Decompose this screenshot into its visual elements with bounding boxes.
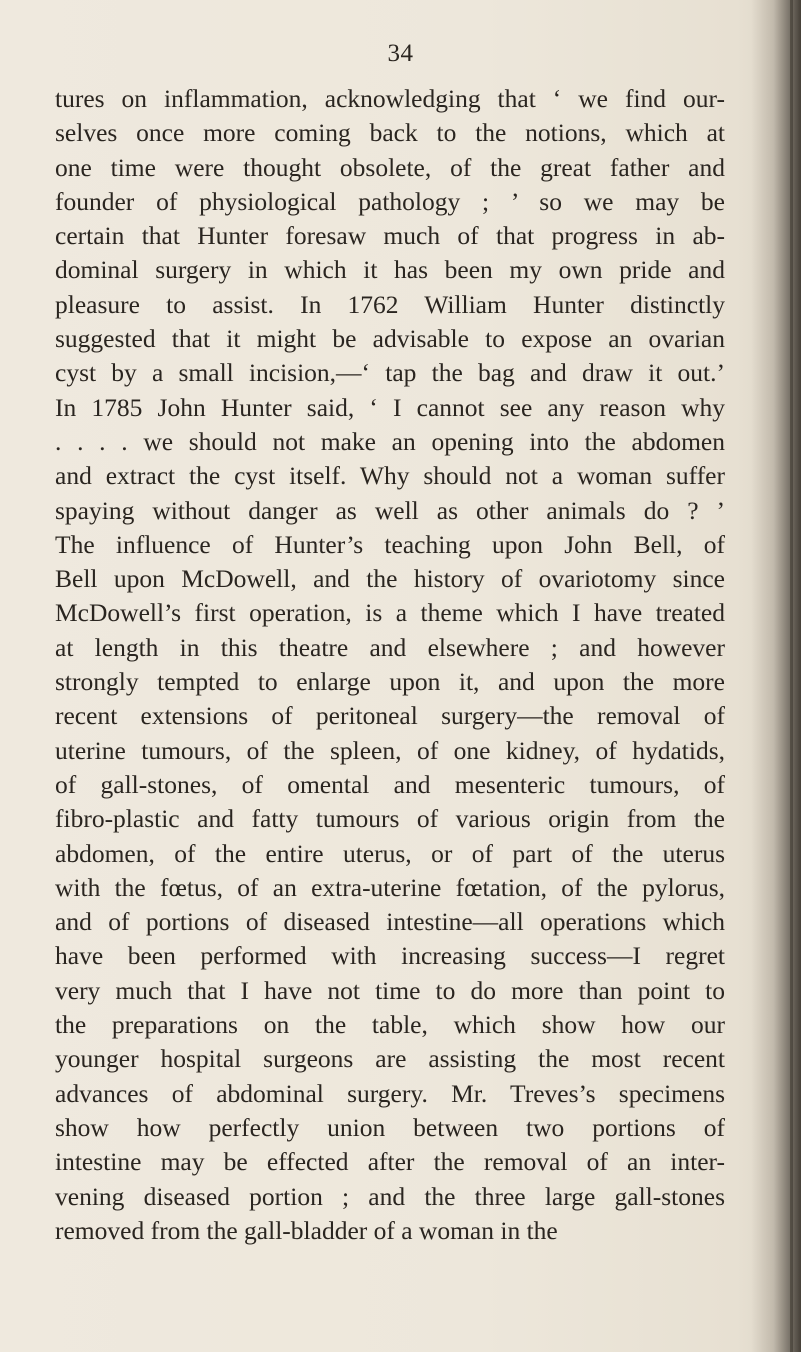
text-line: dominal surgery in which it has been my own pride and xyxy=(55,255,725,285)
text-line: certain that Hunter foresaw much of that progress in ab- xyxy=(55,221,725,251)
text-line: vening diseased portion ; and the three large gall-stones xyxy=(55,1181,725,1211)
text-line: The influence of Hunter’s teaching upon John Bell, of xyxy=(55,529,725,559)
text-line: abdomen, of the entire uterus, or of part of the uterus xyxy=(55,838,725,868)
text-line: pleasure to assist. In 1762 William Hunter distinctly xyxy=(55,289,725,319)
text-line: intestine may be effected after the removal of an inter- xyxy=(55,1147,725,1177)
text-line: and extract the cyst itself. Why should not a woman suffer xyxy=(55,461,725,491)
text-line: show how perfectly union between two portions of xyxy=(55,1112,725,1142)
body-text xyxy=(55,82,725,1248)
text-line: selves once more coming back to the notions, which at xyxy=(55,118,725,148)
text-line: the preparations on the table, which show how our xyxy=(55,1010,725,1040)
text-line: spaying without danger as well as other animals do ? ’ xyxy=(55,495,725,525)
text-line: very much that I have not time to do more than point to xyxy=(55,975,725,1005)
text-line: In 1785 John Hunter said, ‘ I cannot see any reason why xyxy=(55,392,725,422)
binding-gutter-shadow xyxy=(751,0,801,1352)
page-number: 34 xyxy=(387,40,414,67)
text-line: founder of physiological pathology ; ’ so we may be xyxy=(55,186,725,216)
text-line: strongly tempted to enlarge upon it, and upon the more xyxy=(55,667,725,697)
text-line: tures on inflammation, acknowledging that ‘ we find our- xyxy=(55,84,725,113)
text-line: McDowell’s first operation, is a theme which I have treated xyxy=(55,598,725,628)
text-line: suggested that it might be advisable to expose an ovarian xyxy=(55,324,725,354)
text-line: advances of abdominal surgery. Mr. Treves’s specimens xyxy=(55,1078,725,1108)
text-line: uterine tumours, of the spleen, of one kidney, of hydatids, xyxy=(55,735,725,765)
text-line: with the fœtus, of an extra-uterine fœtation, of the pylorus, xyxy=(55,872,725,902)
text-line: Bell upon McDowell, and the history of ovariotomy since xyxy=(55,564,725,594)
text-line: fibro-plastic and fatty tumours of various origin from the xyxy=(55,804,725,834)
text-line: and of portions of diseased intestine—all operations which xyxy=(55,907,725,937)
text-line: at length in this theatre and elsewhere ; and however xyxy=(55,632,725,662)
text-line: removed from the gall-bladder of a woman in the xyxy=(55,1215,558,1245)
binding-edge xyxy=(790,0,793,1352)
text-line: have been performed with increasing success—I regret xyxy=(55,941,725,971)
text-line: younger hospital surgeons are assisting the most recent xyxy=(55,1044,725,1074)
text-line: cyst by a small incision,—‘ tap the bag and draw it out.’ xyxy=(55,358,725,388)
text-line: of gall-stones, of omental and mesenteric tumours, of xyxy=(55,769,725,799)
text-line: recent extensions of peritoneal surgery—the removal of xyxy=(55,701,725,731)
text-line: . . . . we should not make an opening into the abdomen xyxy=(55,426,725,456)
text-line: one time were thought obsolete, of the great father and xyxy=(55,152,725,182)
